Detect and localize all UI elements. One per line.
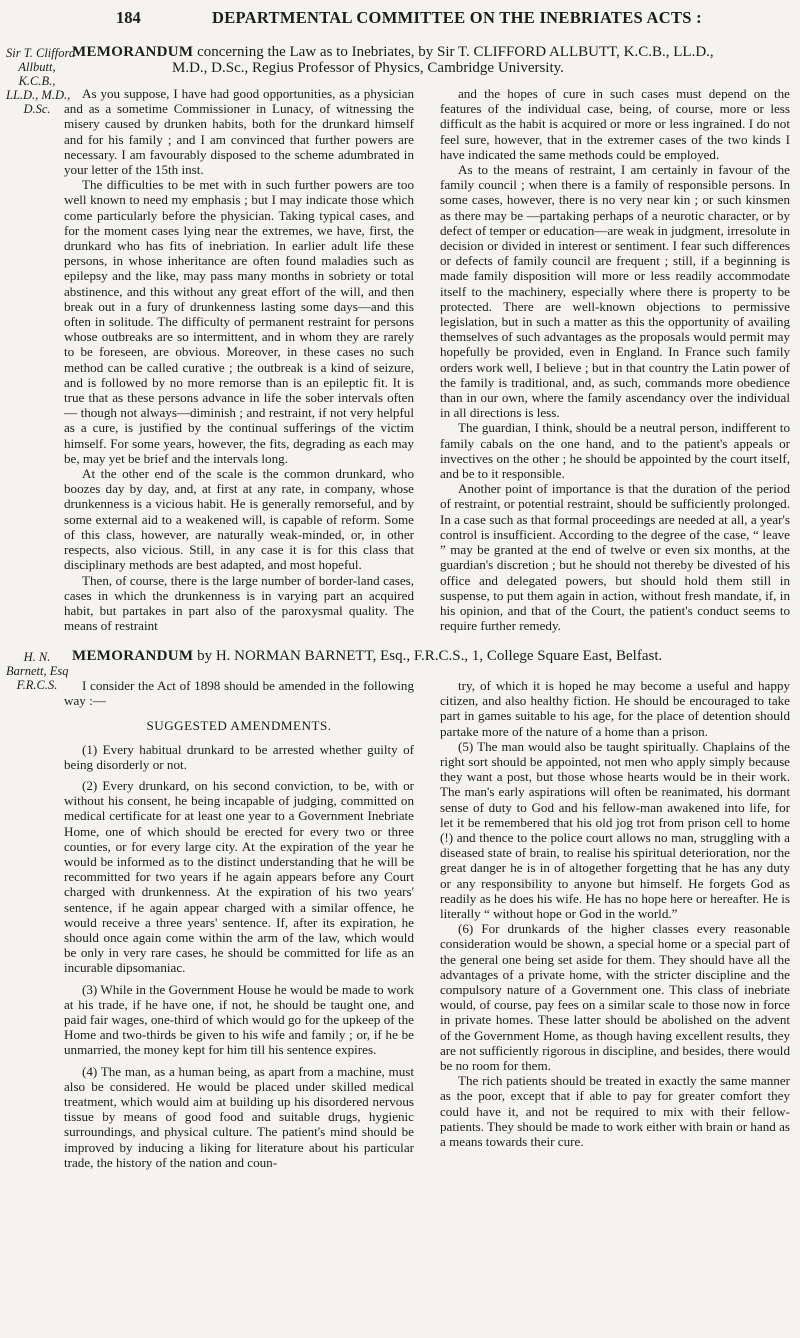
paragraph: (4) The man, as a human being, as apart from a machine, must also be considered. He would be placed under skilled medical treatment, which would aim at building up his disordered nervous tissue by means of good food and suitable drugs, hygienic surroundings, and physical culture. The patient's mind should be improved by inducing a liking for literature about his particular trade, the history of the nation and coun- [64,1063,414,1170]
paragraph: (6) For drunkards of the higher classes every reasonable consideration would be shown, a special home or a special part of the general one being set aside for them. They should have all the advantages of a private home, with the stricter discipline and the compulsory nature of a Government one. This class of inebriate would, of course, pay fees on a similar scale to those now in force in private homes. These latter should be abolished on the advent of the Government Home, as though having excellent results, they are not sufficiently rigorous in discipline, and besides, there would be no room for them. [440,921,790,1074]
barnett-right-column [440,678,790,1149]
paragraph: (5) The man would also be taught spiritually. Chaplains of the right sort should be appointed, not men who apply simply because they want a post, but those whose hearts would be in their work. The man's early aspirations will often be reanimated, his dormant sense of duty to God and his fellow-man awakened into life, for let it be remembered that his old jog trot from prison cell to home (!) and thence to the police court allows no man, struggling with a diseased state of brain, to realise his spiritual deterioration, nor the great danger he is in of altogether forgetting that he has any duty or any responsibility to anyone but himself. He forgets God as readily as he does his wife. He has no hope here or hereafter. He is literally “ without hope or God in the world.” [440,738,790,922]
paragraph: Another point of importance is that the duration of the period of restraint, or potential restraint, should be sufficiently prolonged. In a case such as that formal proceedings are needed at all, a year's control is insufficient. According to the degree of the case, “ leave ” may be granted at the end of twelve or even six months, at the guardian's discretion ; but he should not thereby be divested of his office and delegated powers, but should hold them still in suspense, to put them again in action, without fresh mandate, if, in his opinion, and that of the Court, the patient's conduct seems to require further remedy. [440,481,790,634]
margin-note-allbutt: Sir T. Clifford Allbutt, K.C.B., LL.D., M.D., D.Sc. [6,46,76,116]
barnett-left-column [64,678,414,1170]
paragraph: As you suppose, I have had good opportunities, as a physician and as a sometime Commissioner in Lunacy, of witnessing the misery caused by drunken habits, both for the drunkard himself and for his family ; and I am convinced that further powers are necessary. I am favourably disposed to the scheme adumbrated in your letter of the 15th inst. [64,86,414,178]
paragraph: try, of which it is hoped he may become a useful and happy citizen, and also healthy fiction. He should be encouraged to take part in games suitable to his age, for the place of detention should partake more of the nature of a home than a prison. [440,678,790,739]
paragraph: (3) While in the Government House he would be made to work at his trade, if he have one, if not, he should be taught one, and paid fair wages, one-third of which would go for the upkeep of the Home and two-thirds be given to his wife and family ; or, if he be unmarried, the money kept for him till his sentence expires. [64,981,414,1058]
paragraph: (1) Every habitual drunkard to be arrested whether guilty of being disorderly or not. [64,741,414,772]
paragraph: and the hopes of cure in such cases must depend on the features of the individual case, being, of course, more or less difficult as the habit is acquired or more or less ingrained. I do not feel sure, however, that in the extremer cases of the two kinds I have indicated the same methods could be employed. [440,86,790,162]
memorandum-title-barnett: MEMORANDUM by H. NORMAN BARNETT, Esq., F.R.C.S., 1, College Square East, Belfast. [72,648,663,664]
margin-note-barnett: H. N. Barnett, Esq F.R.C.S. [6,650,69,692]
paragraph: The guardian, I think, should be a neutral person, indifferent to family cabals on the one hand, and to the patient's appeals or invectives on the other ; he should be appointed by the court itself, and be to it responsible. [440,420,790,482]
paragraph: As to the means of restraint, I am certainly in favour of the family council ; when there is a family of responsible persons. In some cases, however, there is no very near kin ; or such kinsmen as there may be —partaking perhaps of a neurotic character, or by defect of temper or education—are weak in judgment, irresolute in decision or divided in interest or sentiment. I fear such differences or defects of family council are frequent ; still, if a beginning is made family disposition will more or less readily accommodate itself to the machinery, especially where there is property to be protected. There are well-known objections to permissive legislation, but in such a matter as this the opportunity of availing themselves of such advantages as the proposals would permit may hopefully be provided, even in England. In France such family orders work well, I believe ; but in that country the Latin power of the family is traditional, and, as such, commands more obedience than in our own, where the family ascendancy over the individual in all directions is less. [440,162,790,421]
paragraph: The difficulties to be met with in such further powers are too well known to need my emphasis ; but I may indicate those which come particularly before the physician. Taking typical cases, and for the moment cases lying near the extremes, we have, first, the drunkard who has fits of inebriation. In earlier adult life these persons, in whose inheritance are often found maladies such as epilepsy and the like, may pass many months in sobriety or total abstinence, and this without any great effort of the will, and then break out in a fury of drunkenness lasting some days—and this often in solitude. The difficulty of permanent restraint for persons whose outbreaks are so intermittent, and in whom they are rarely to be foreseen, are obvious. Moreover, in these cases no such method can be called curative ; the outbreak is a kind of seizure, and is followed by no more remorse than is an epileptic fit. It is true that as these persons advance in life the sober intervals often— though not always—diminish ; and restraint, if not very helpful as a cure, is justified by the continual sufferings of the victim himself. For some years, however, the fits, degrading as each may be, may yet be brief and the intervals long. [64,177,414,466]
memorandum-title-allbutt: MEMORANDUM concerning the Law as to Inebriates, by Sir T. CLIFFORD ALLBUTT, K.C.B., LL.D., M.D., D.Sc., Regius Professor of Physics, Cambridge University. [72,44,714,76]
allbutt-right-column [440,86,790,633]
subheading: SUGGESTED AMENDMENTS. [146,718,332,734]
page-header [0,6,800,30]
paragraph: The rich patients should be treated in exactly the same manner as the poor, except that if able to pay for greater comfort they could have it, and not be required to mix with their fellow-patients. They should be made to work either with brain or hand as a means towards their cure. [440,1073,790,1150]
paragraph: I consider the Act of 1898 should be amended in the following way :— [64,678,414,709]
paragraph: (2) Every drunkard, on his second conviction, to be, with or without his consent, he being incapable of judging, committed on medical certificate for at least one year to a Government Inebriate Home, one of which should be erected for every two or three counties, or for every large city. At the expiration of the year he would be informed as to the distinct understanding that he will be recommitted for two years if he again appears before any Court charged with drunkenness. At the expiration of his two years' sentence, if he again appear charged with a similar offence, he would receive a three years' sentence. If, after its expiration, he should once again come within the arm of the law, which would be only in very rare cases, he should be committed for life as an incurable dipsomaniac. [64,778,414,976]
allbutt-left-column [64,86,414,633]
paragraph: Then, of course, there is the large number of border-land cases, cases in which the drunkenness is in varying part an acquired habit, but partakes in part also of the paroxysmal quality. The means of restraint [64,572,414,634]
running-title: DEPARTMENTAL COMMITTEE ON THE INEBRIATES ACTS : [212,8,702,27]
paragraph: At the other end of the scale is the common drunkard, who boozes day by day, and, at first at any rate, in company, whose drunkenness is a vicious habit. He is generally remorseful, and by some external aid to a weakened will, is capable of reform. Some of this class, however, are naturally weak-minded, or, in other respects, also vicious. Still, in any case it is for this class that disciplinary methods are best adapted, and most hopeful. [64,466,414,573]
page-number: 184 [116,8,141,27]
